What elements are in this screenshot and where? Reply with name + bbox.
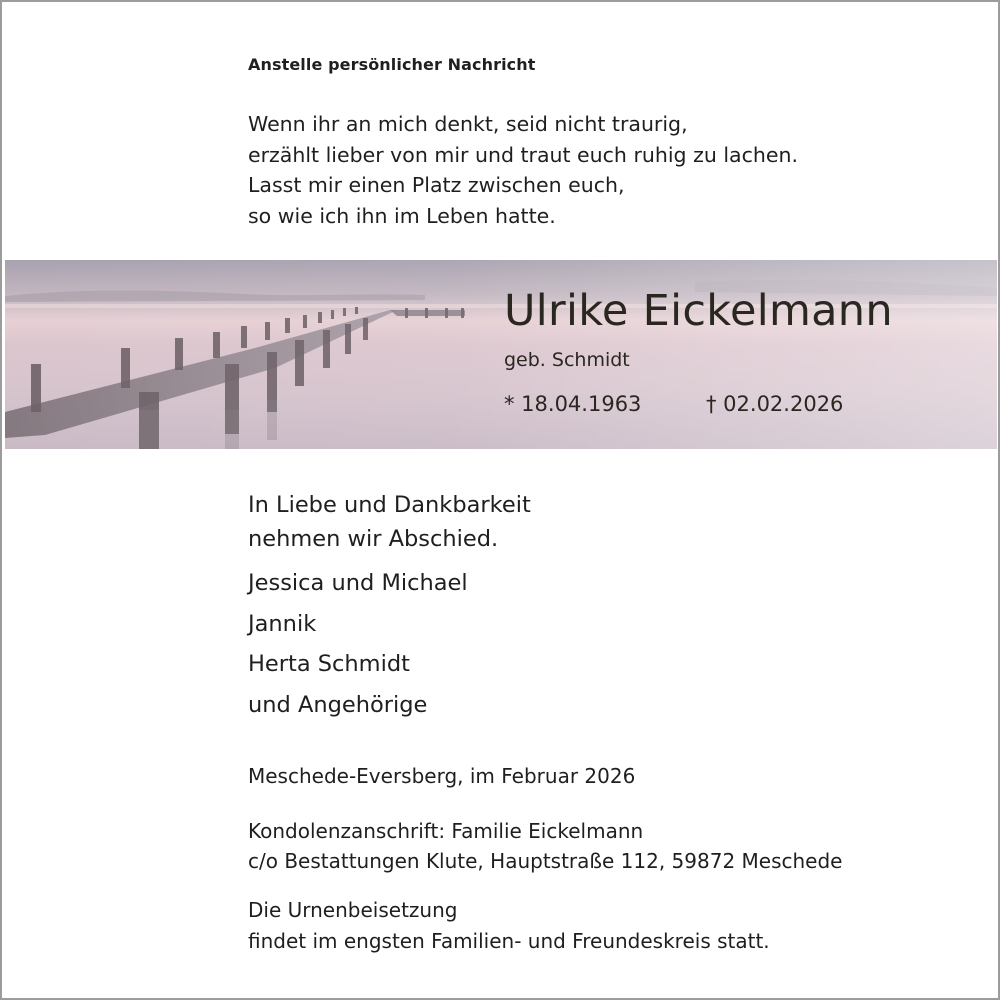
mourner-name: Jannik <box>248 610 317 637</box>
poem-line: Lasst mir einen Platz zwischen euch, <box>248 173 625 197</box>
deceased-name: Ulrike Eickelmann <box>504 286 893 336</box>
mourners-list <box>248 570 468 732</box>
place-and-date: Meschede-Eversberg, im Februar 2026 <box>248 764 636 788</box>
farewell-line: nehmen wir Abschied. <box>248 526 499 552</box>
death-date: † 02.02.2026 <box>706 392 844 416</box>
mourner-name: Herta Schmidt <box>248 651 410 677</box>
condolence-line: Kondolenzanschrift: Familie Eickelmann <box>248 819 644 843</box>
notice-header: Anstelle persönlicher Nachricht <box>248 55 536 74</box>
mourner-name: und Angehörige <box>248 691 428 718</box>
funeral-note <box>248 895 770 957</box>
farewell-text <box>248 488 531 556</box>
poem-line: erzählt lieber von mir und traut euch ruhig zu lachen. <box>248 142 798 167</box>
funeral-line: Die Urnenbeisetzung <box>248 898 458 922</box>
funeral-line: findet im engsten Familien- und Freundeskreis statt. <box>248 929 770 953</box>
birth-date: * 18.04.1963 <box>504 392 642 416</box>
poem-line: so wie ich ihn im Leben hatte. <box>248 203 556 228</box>
poem <box>248 109 798 231</box>
mourner-name: Jessica und Michael <box>248 570 468 596</box>
farewell-line: In Liebe und Dankbarkeit <box>248 492 531 518</box>
condolence-line: c/o Bestattungen Klute, Hauptstraße 112, 59872 Meschede <box>248 849 843 873</box>
poem-line: Wenn ihr an mich denkt, seid nicht traurig, <box>248 112 688 136</box>
condolence-address <box>248 816 842 876</box>
maiden-name: geb. Schmidt <box>504 349 630 371</box>
